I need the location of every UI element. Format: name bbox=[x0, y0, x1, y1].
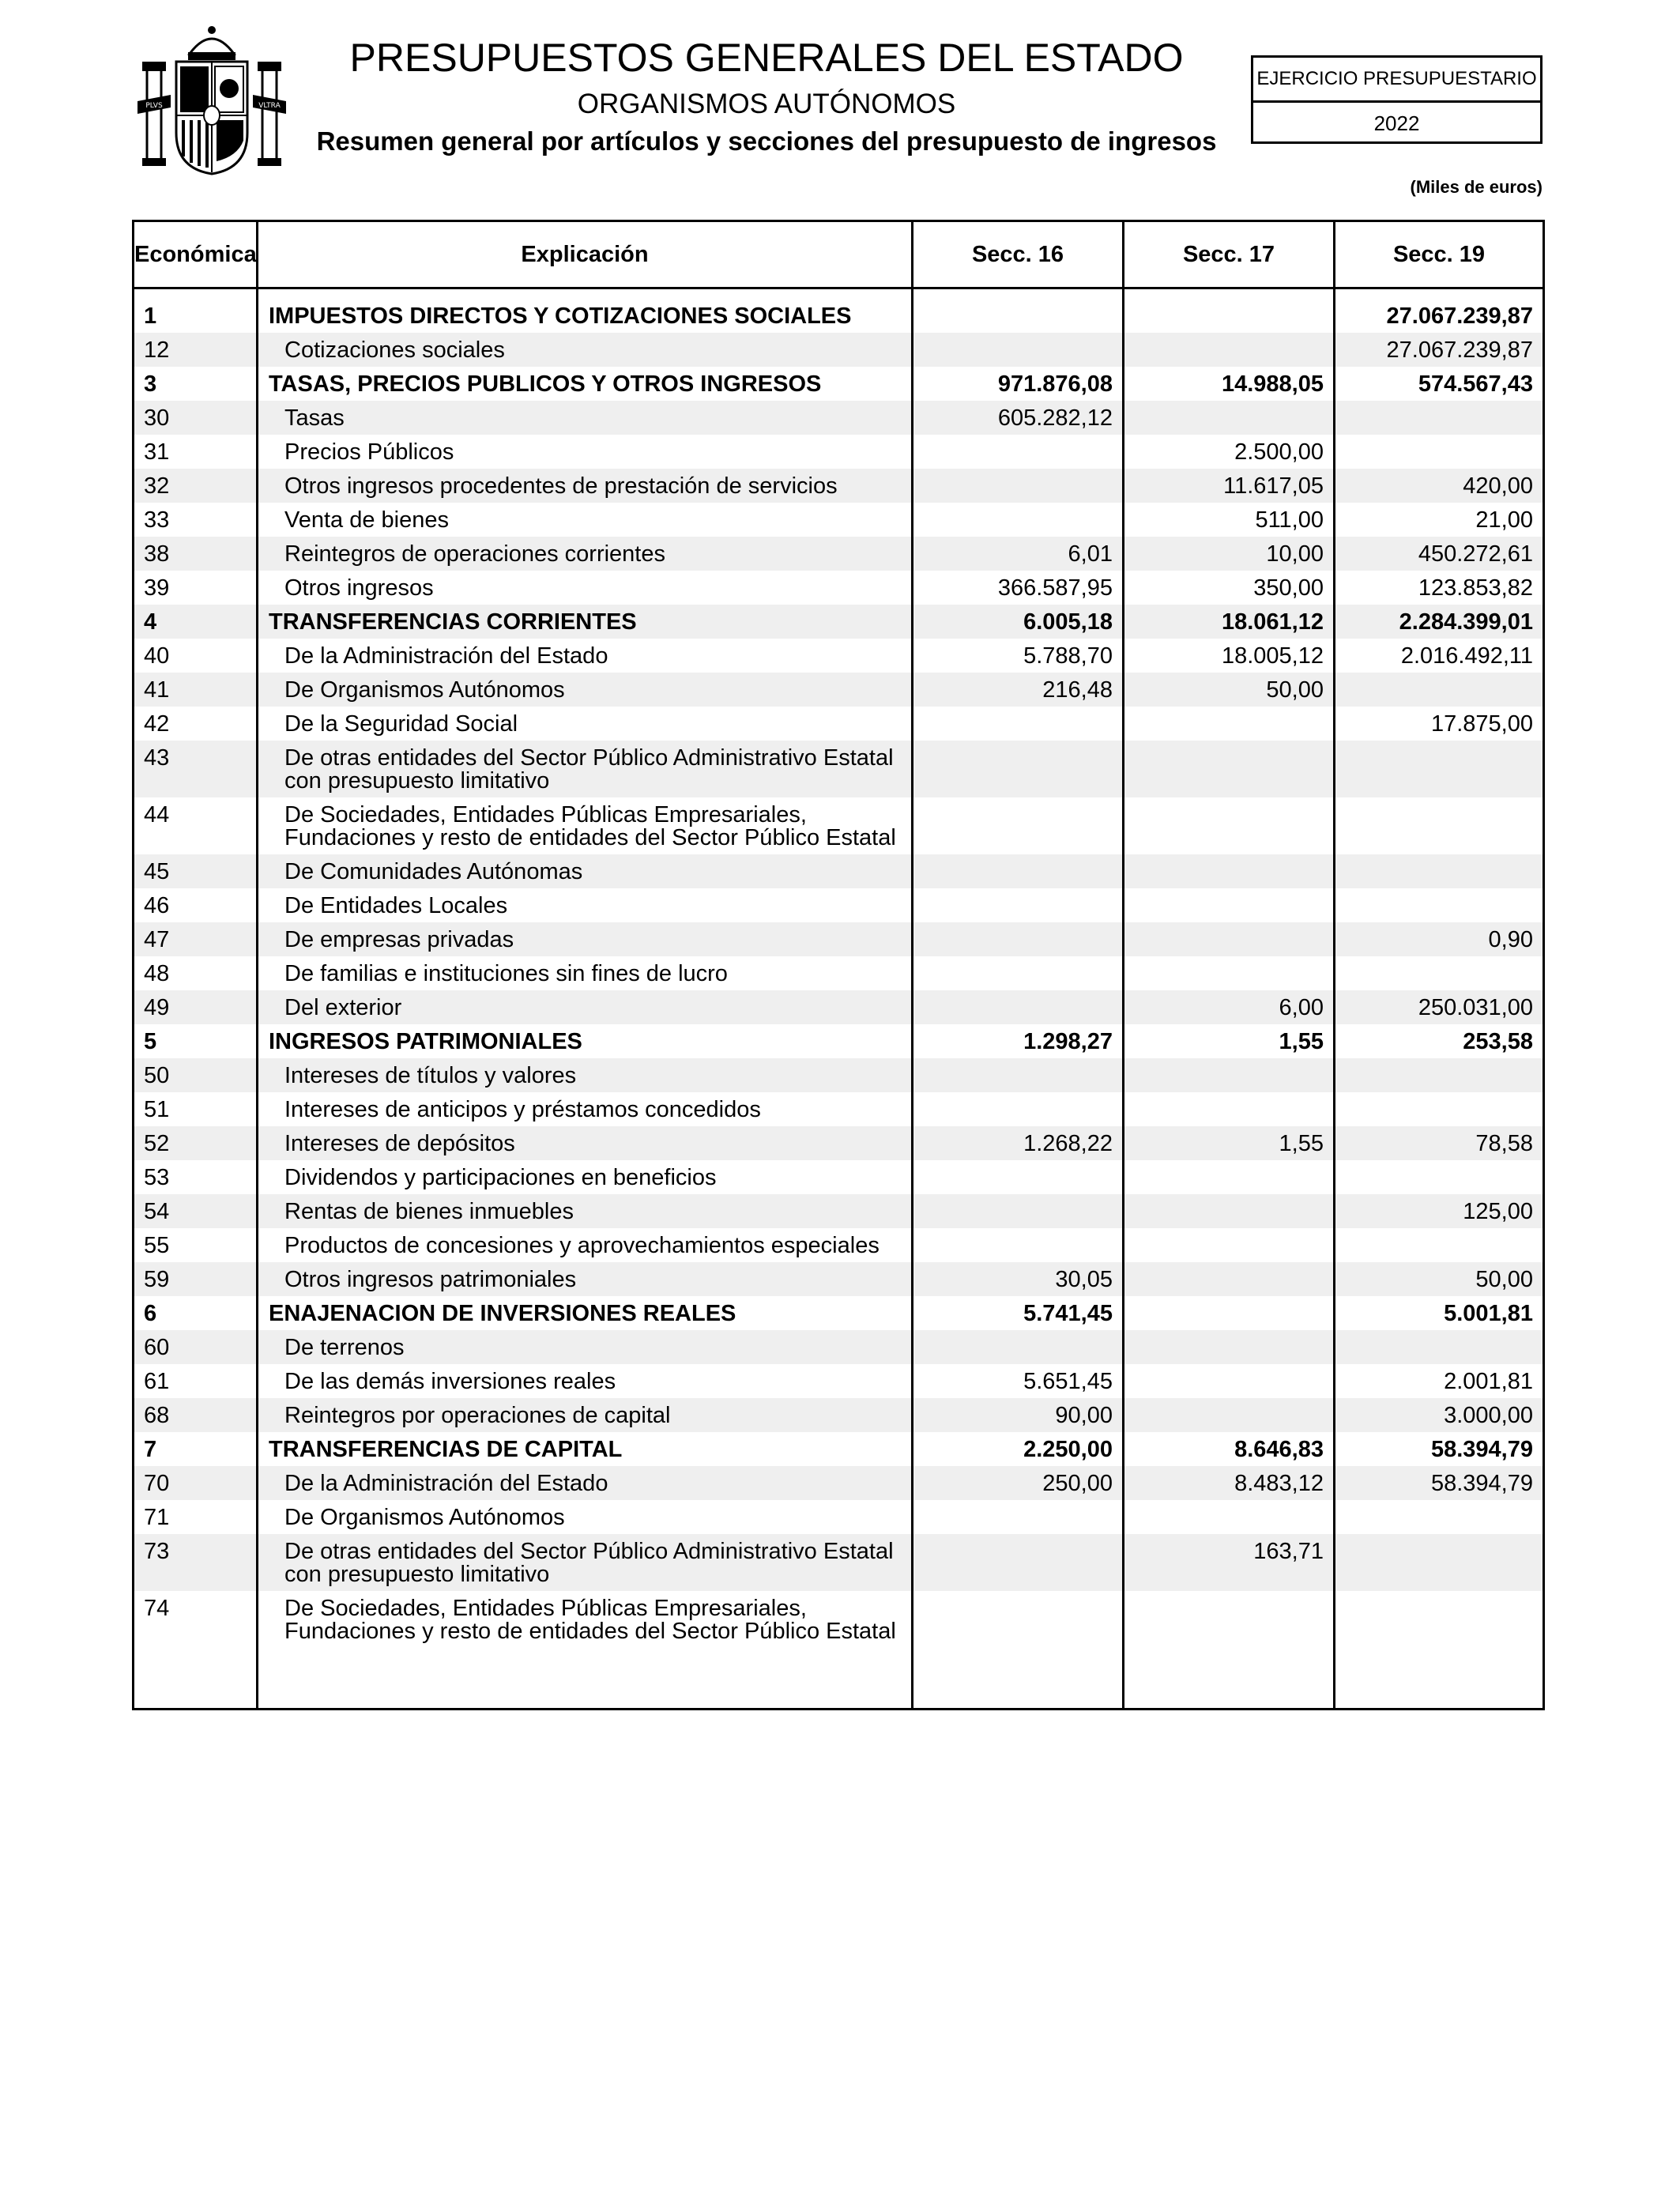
cell-secc-19: 58.394,79 bbox=[1335, 1432, 1544, 1466]
cell-explicacion: De Organismos Autónomos bbox=[258, 1500, 913, 1534]
cell-secc-17 bbox=[1124, 888, 1335, 922]
table-row bbox=[134, 888, 1544, 922]
cell-explicacion: Del exterior bbox=[258, 990, 913, 1024]
cell-secc-16 bbox=[913, 1330, 1124, 1364]
cell-explicacion: Tasas bbox=[258, 401, 913, 435]
cell-economica: 3 bbox=[134, 367, 258, 401]
cell-secc-16: 366.587,95 bbox=[913, 571, 1124, 605]
cell-secc-19: 420,00 bbox=[1335, 469, 1544, 503]
cell-secc-19: 574.567,43 bbox=[1335, 367, 1544, 401]
units-note: (Miles de euros) bbox=[1410, 177, 1543, 197]
cell-secc-19 bbox=[1335, 1058, 1544, 1092]
cell-secc-17 bbox=[1124, 956, 1335, 990]
cell-secc-19 bbox=[1335, 741, 1544, 797]
table-row bbox=[134, 401, 1544, 435]
cell-explicacion: Reintegros de operaciones corrientes bbox=[258, 537, 913, 571]
cell-economica: 4 bbox=[134, 605, 258, 639]
cell-secc-16: 2.250,00 bbox=[913, 1432, 1124, 1466]
cell-economica: 39 bbox=[134, 571, 258, 605]
cell-secc-16 bbox=[913, 956, 1124, 990]
table-row bbox=[134, 1296, 1544, 1330]
cell-secc-16 bbox=[913, 333, 1124, 367]
cell-secc-19: 58.394,79 bbox=[1335, 1466, 1544, 1500]
cell-explicacion: De familias e instituciones sin fines de lucro bbox=[258, 956, 913, 990]
cell-secc-19 bbox=[1335, 1534, 1544, 1591]
cell-explicacion: De Organismos Autónomos bbox=[258, 673, 913, 707]
cell-explicacion: TRANSFERENCIAS DE CAPITAL bbox=[258, 1432, 913, 1466]
cell-secc-16: 971.876,08 bbox=[913, 367, 1124, 401]
cell-secc-16 bbox=[913, 1534, 1124, 1591]
cell-secc-17 bbox=[1124, 1364, 1335, 1398]
cell-secc-17 bbox=[1124, 1194, 1335, 1228]
cell-secc-19: 2.001,81 bbox=[1335, 1364, 1544, 1398]
cell-secc-16 bbox=[913, 1500, 1124, 1534]
cell-explicacion: De la Administración del Estado bbox=[258, 639, 913, 673]
cell-explicacion: De empresas privadas bbox=[258, 922, 913, 956]
cell-economica: 40 bbox=[134, 639, 258, 673]
cell-explicacion: Otros ingresos patrimoniales bbox=[258, 1262, 913, 1296]
cell-explicacion: Productos de concesiones y aprovechamientos especiales bbox=[258, 1228, 913, 1262]
cell-secc-16 bbox=[913, 469, 1124, 503]
cell-secc-16: 1.298,27 bbox=[913, 1024, 1124, 1058]
cell-economica: 41 bbox=[134, 673, 258, 707]
cell-economica: 59 bbox=[134, 1262, 258, 1296]
cell-economica: 71 bbox=[134, 1500, 258, 1534]
cell-secc-16 bbox=[913, 1092, 1124, 1126]
table-row bbox=[134, 1432, 1544, 1466]
table-row bbox=[134, 1024, 1544, 1058]
cell-explicacion: De Entidades Locales bbox=[258, 888, 913, 922]
table-row bbox=[134, 367, 1544, 401]
table-row bbox=[134, 571, 1544, 605]
cell-secc-17: 350,00 bbox=[1124, 571, 1335, 605]
table-row bbox=[134, 1534, 1544, 1591]
cell-secc-17: 18.061,12 bbox=[1124, 605, 1335, 639]
cell-economica: 51 bbox=[134, 1092, 258, 1126]
cell-secc-19 bbox=[1335, 673, 1544, 707]
budget-table bbox=[132, 220, 1545, 1710]
table-row bbox=[134, 1591, 1544, 1710]
table-row bbox=[134, 1262, 1544, 1296]
cell-secc-16: 90,00 bbox=[913, 1398, 1124, 1432]
cell-explicacion: De las demás inversiones reales bbox=[258, 1364, 913, 1398]
cell-economica: 42 bbox=[134, 707, 258, 741]
table-row bbox=[134, 1092, 1544, 1126]
cell-secc-16: 216,48 bbox=[913, 673, 1124, 707]
table-row bbox=[134, 1364, 1544, 1398]
cell-secc-19 bbox=[1335, 1092, 1544, 1126]
cell-explicacion: Venta de bienes bbox=[258, 503, 913, 537]
cell-secc-16 bbox=[913, 503, 1124, 537]
cell-secc-16 bbox=[913, 741, 1124, 797]
cell-explicacion: De Comunidades Autónomas bbox=[258, 854, 913, 888]
cell-secc-19: 123.853,82 bbox=[1335, 571, 1544, 605]
cell-secc-17 bbox=[1124, 1591, 1335, 1710]
cell-secc-19 bbox=[1335, 956, 1544, 990]
cell-explicacion: Otros ingresos bbox=[258, 571, 913, 605]
cell-economica: 53 bbox=[134, 1160, 258, 1194]
column-header-secc-16: Secc. 16 bbox=[913, 221, 1124, 288]
cell-economica: 1 bbox=[134, 288, 258, 334]
cell-secc-19: 17.875,00 bbox=[1335, 707, 1544, 741]
table-row bbox=[134, 854, 1544, 888]
cell-secc-17: 6,00 bbox=[1124, 990, 1335, 1024]
budget-year-box bbox=[1251, 55, 1543, 144]
table-row bbox=[134, 1160, 1544, 1194]
cell-explicacion: INGRESOS PATRIMONIALES bbox=[258, 1024, 913, 1058]
cell-secc-16: 6,01 bbox=[913, 537, 1124, 571]
cell-economica: 48 bbox=[134, 956, 258, 990]
cell-economica: 6 bbox=[134, 1296, 258, 1330]
cell-secc-17: 14.988,05 bbox=[1124, 367, 1335, 401]
cell-economica: 32 bbox=[134, 469, 258, 503]
cell-economica: 50 bbox=[134, 1058, 258, 1092]
cell-secc-19 bbox=[1335, 1228, 1544, 1262]
cell-secc-19 bbox=[1335, 435, 1544, 469]
cell-secc-16 bbox=[913, 922, 1124, 956]
table-row bbox=[134, 956, 1544, 990]
cell-economica: 46 bbox=[134, 888, 258, 922]
cell-explicacion: De la Administración del Estado bbox=[258, 1466, 913, 1500]
table-row bbox=[134, 537, 1544, 571]
cell-economica: 68 bbox=[134, 1398, 258, 1432]
cell-economica: 49 bbox=[134, 990, 258, 1024]
table-row bbox=[134, 288, 1544, 334]
table-row bbox=[134, 1194, 1544, 1228]
cell-explicacion: De Sociedades, Entidades Públicas Empresariales, Fundaciones y resto de entidades del Sector Público Estatal bbox=[258, 1591, 913, 1710]
page-description: Resumen general por artículos y secciones del presupuesto de ingresos bbox=[316, 126, 1217, 156]
cell-secc-17: 8.483,12 bbox=[1124, 1466, 1335, 1500]
cell-secc-19 bbox=[1335, 1330, 1544, 1364]
cell-economica: 55 bbox=[134, 1228, 258, 1262]
cell-secc-16 bbox=[913, 435, 1124, 469]
svg-text:PLVS: PLVS bbox=[145, 102, 163, 110]
cell-economica: 47 bbox=[134, 922, 258, 956]
cell-explicacion: Precios Públicos bbox=[258, 435, 913, 469]
table-row bbox=[134, 707, 1544, 741]
svg-text:VLTRA: VLTRA bbox=[258, 102, 281, 110]
cell-secc-17: 18.005,12 bbox=[1124, 639, 1335, 673]
cell-secc-19 bbox=[1335, 1591, 1544, 1710]
cell-secc-19 bbox=[1335, 797, 1544, 854]
cell-secc-17 bbox=[1124, 1330, 1335, 1364]
cell-secc-17 bbox=[1124, 707, 1335, 741]
cell-economica: 31 bbox=[134, 435, 258, 469]
cell-economica: 70 bbox=[134, 1466, 258, 1500]
cell-secc-19: 78,58 bbox=[1335, 1126, 1544, 1160]
column-header-secc-17: Secc. 17 bbox=[1124, 221, 1335, 288]
table-row bbox=[134, 1398, 1544, 1432]
cell-economica: 7 bbox=[134, 1432, 258, 1466]
cell-secc-17 bbox=[1124, 1262, 1335, 1296]
cell-secc-19: 125,00 bbox=[1335, 1194, 1544, 1228]
budget-year-value: 2022 bbox=[1373, 111, 1420, 135]
cell-secc-16: 5.651,45 bbox=[913, 1364, 1124, 1398]
table-row bbox=[134, 1466, 1544, 1500]
cell-explicacion: Intereses de anticipos y préstamos concedidos bbox=[258, 1092, 913, 1126]
cell-secc-19: 2.016.492,11 bbox=[1335, 639, 1544, 673]
cell-secc-16 bbox=[913, 990, 1124, 1024]
column-header-economica: Económica bbox=[134, 221, 258, 288]
cell-economica: 30 bbox=[134, 401, 258, 435]
cell-economica: 74 bbox=[134, 1591, 258, 1710]
cell-secc-17 bbox=[1124, 401, 1335, 435]
cell-secc-19 bbox=[1335, 888, 1544, 922]
table-row bbox=[134, 673, 1544, 707]
cell-secc-16: 605.282,12 bbox=[913, 401, 1124, 435]
cell-secc-19: 2.284.399,01 bbox=[1335, 605, 1544, 639]
cell-secc-16 bbox=[913, 854, 1124, 888]
cell-secc-16: 5.788,70 bbox=[913, 639, 1124, 673]
cell-secc-19: 27.067.239,87 bbox=[1335, 333, 1544, 367]
cell-secc-17: 1,55 bbox=[1124, 1126, 1335, 1160]
cell-secc-17 bbox=[1124, 1092, 1335, 1126]
cell-economica: 38 bbox=[134, 537, 258, 571]
cell-secc-17: 8.646,83 bbox=[1124, 1432, 1335, 1466]
cell-secc-17 bbox=[1124, 854, 1335, 888]
cell-explicacion: Dividendos y participaciones en beneficios bbox=[258, 1160, 913, 1194]
cell-economica: 60 bbox=[134, 1330, 258, 1364]
cell-secc-17 bbox=[1124, 741, 1335, 797]
cell-explicacion: De otras entidades del Sector Público Administrativo Estatal con presupuesto limitativo bbox=[258, 741, 913, 797]
cell-secc-16 bbox=[913, 1228, 1124, 1262]
table-row bbox=[134, 605, 1544, 639]
cell-secc-17 bbox=[1124, 797, 1335, 854]
table-row bbox=[134, 1058, 1544, 1092]
cell-secc-19 bbox=[1335, 1500, 1544, 1534]
cell-secc-16 bbox=[913, 1591, 1124, 1710]
table-row bbox=[134, 797, 1544, 854]
page-subtitle: ORGANISMOS AUTÓNOMOS bbox=[577, 89, 956, 119]
cell-secc-17 bbox=[1124, 1228, 1335, 1262]
cell-explicacion: TRANSFERENCIAS CORRIENTES bbox=[258, 605, 913, 639]
cell-economica: 44 bbox=[134, 797, 258, 854]
cell-secc-19: 27.067.239,87 bbox=[1335, 288, 1544, 334]
cell-secc-17: 50,00 bbox=[1124, 673, 1335, 707]
cell-secc-19: 21,00 bbox=[1335, 503, 1544, 537]
coat-of-arms-emblem bbox=[133, 22, 291, 180]
cell-secc-17: 163,71 bbox=[1124, 1534, 1335, 1591]
cell-secc-17: 511,00 bbox=[1124, 503, 1335, 537]
cell-economica: 33 bbox=[134, 503, 258, 537]
table-row bbox=[134, 1228, 1544, 1262]
cell-secc-17 bbox=[1124, 333, 1335, 367]
cell-secc-19: 0,90 bbox=[1335, 922, 1544, 956]
cell-secc-17: 2.500,00 bbox=[1124, 435, 1335, 469]
cell-economica: 73 bbox=[134, 1534, 258, 1591]
cell-economica: 5 bbox=[134, 1024, 258, 1058]
cell-secc-19: 253,58 bbox=[1335, 1024, 1544, 1058]
cell-secc-17 bbox=[1124, 1296, 1335, 1330]
cell-secc-17: 1,55 bbox=[1124, 1024, 1335, 1058]
cell-secc-17: 10,00 bbox=[1124, 537, 1335, 571]
cell-secc-19: 3.000,00 bbox=[1335, 1398, 1544, 1432]
cell-secc-16 bbox=[913, 1160, 1124, 1194]
cell-secc-16: 1.268,22 bbox=[913, 1126, 1124, 1160]
column-header-explicacion: Explicación bbox=[258, 221, 913, 288]
cell-explicacion: Otros ingresos procedentes de prestación de servicios bbox=[258, 469, 913, 503]
table-row bbox=[134, 1126, 1544, 1160]
cell-secc-17 bbox=[1124, 1160, 1335, 1194]
cell-economica: 45 bbox=[134, 854, 258, 888]
page-title: PRESUPUESTOS GENERALES DEL ESTADO bbox=[349, 36, 1184, 80]
cell-secc-16 bbox=[913, 1194, 1124, 1228]
table-body bbox=[134, 288, 1544, 1710]
column-header-secc-19: Secc. 19 bbox=[1335, 221, 1544, 288]
cell-explicacion: Intereses de títulos y valores bbox=[258, 1058, 913, 1092]
table-row bbox=[134, 990, 1544, 1024]
cell-economica: 61 bbox=[134, 1364, 258, 1398]
cell-explicacion: De la Seguridad Social bbox=[258, 707, 913, 741]
table-row bbox=[134, 503, 1544, 537]
cell-secc-16 bbox=[913, 707, 1124, 741]
cell-secc-19 bbox=[1335, 854, 1544, 888]
cell-explicacion: Cotizaciones sociales bbox=[258, 333, 913, 367]
cell-economica: 52 bbox=[134, 1126, 258, 1160]
cell-secc-19 bbox=[1335, 1160, 1544, 1194]
cell-explicacion: Intereses de depósitos bbox=[258, 1126, 913, 1160]
budget-year-label: EJERCICIO PRESUPUESTARIO bbox=[1253, 58, 1540, 103]
cell-secc-16: 5.741,45 bbox=[913, 1296, 1124, 1330]
cell-explicacion: Rentas de bienes inmuebles bbox=[258, 1194, 913, 1228]
cell-secc-19 bbox=[1335, 401, 1544, 435]
cell-economica: 12 bbox=[134, 333, 258, 367]
cell-explicacion: De terrenos bbox=[258, 1330, 913, 1364]
cell-economica: 54 bbox=[134, 1194, 258, 1228]
table-header-row bbox=[134, 221, 1544, 288]
table-row bbox=[134, 1500, 1544, 1534]
cell-secc-17 bbox=[1124, 922, 1335, 956]
cell-explicacion: TASAS, PRECIOS PUBLICOS Y OTROS INGRESOS bbox=[258, 367, 913, 401]
cell-explicacion: De Sociedades, Entidades Públicas Empresariales, Fundaciones y resto de entidades del Sector Público Estatal bbox=[258, 797, 913, 854]
cell-secc-17: 11.617,05 bbox=[1124, 469, 1335, 503]
cell-secc-19: 50,00 bbox=[1335, 1262, 1544, 1296]
cell-secc-19: 5.001,81 bbox=[1335, 1296, 1544, 1330]
table-row bbox=[134, 435, 1544, 469]
cell-secc-16 bbox=[913, 288, 1124, 334]
table-row bbox=[134, 639, 1544, 673]
table-row bbox=[134, 741, 1544, 797]
cell-economica: 43 bbox=[134, 741, 258, 797]
cell-secc-16 bbox=[913, 1058, 1124, 1092]
cell-secc-16 bbox=[913, 797, 1124, 854]
table-row bbox=[134, 922, 1544, 956]
cell-secc-17 bbox=[1124, 1500, 1335, 1534]
cell-secc-17 bbox=[1124, 1058, 1335, 1092]
table-row bbox=[134, 1330, 1544, 1364]
cell-secc-17 bbox=[1124, 288, 1335, 334]
cell-explicacion: ENAJENACION DE INVERSIONES REALES bbox=[258, 1296, 913, 1330]
cell-secc-19: 450.272,61 bbox=[1335, 537, 1544, 571]
cell-explicacion: De otras entidades del Sector Público Administrativo Estatal con presupuesto limitativo bbox=[258, 1534, 913, 1591]
cell-secc-17 bbox=[1124, 1398, 1335, 1432]
table-row bbox=[134, 333, 1544, 367]
cell-secc-16: 6.005,18 bbox=[913, 605, 1124, 639]
table-row bbox=[134, 469, 1544, 503]
cell-explicacion: IMPUESTOS DIRECTOS Y COTIZACIONES SOCIALES bbox=[258, 288, 913, 334]
cell-secc-19: 250.031,00 bbox=[1335, 990, 1544, 1024]
cell-secc-16 bbox=[913, 888, 1124, 922]
cell-explicacion: Reintegros por operaciones de capital bbox=[258, 1398, 913, 1432]
cell-secc-16: 250,00 bbox=[913, 1466, 1124, 1500]
cell-secc-16: 30,05 bbox=[913, 1262, 1124, 1296]
